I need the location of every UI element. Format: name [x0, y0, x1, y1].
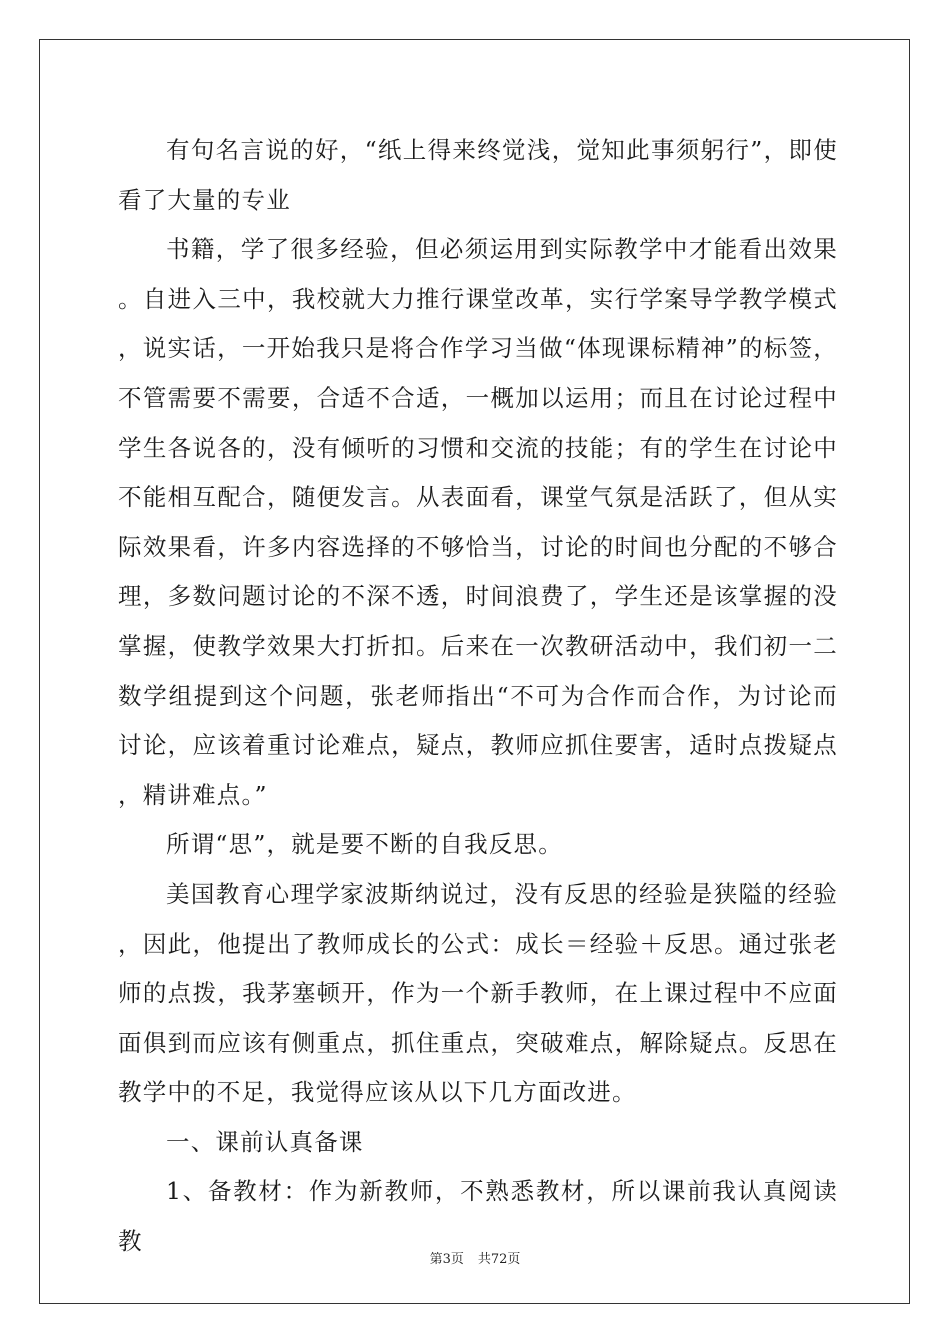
paragraph: 有句名言说的好，“纸上得来终觉浅，觉知此事须躬行”，即使看了大量的专业	[118, 136, 838, 214]
paragraph: 美国教育心理学家波斯纳说过，没有反思的经验是狭隘的经验，因此，他提出了教师成长的公式：成长＝经验＋反思。通过张老师的点拨，我茅塞顿开，作为一个新手教师，在上课过程中不应面面俱到而应该有侧重点，抓住重点，突破难点，解除疑点。反思在教学中的不足，我觉得应该从以下几方面改进。	[118, 879, 838, 1107]
page-number: 第3页	[429, 1252, 464, 1267]
paragraph: 1、备教材：作为新教师，不熟悉教材，所以课前我认真阅读教	[118, 1177, 838, 1256]
paragraph: 所谓“思”，就是要不断的自我反思。	[166, 830, 563, 859]
paragraph: 书籍，学了很多经验，但必须运用到实际教学中才能看出效果。自进入三中，我校就大力推行课堂改革，实行学案导学教学模式，说实话，一开始我只是将合作学习当做“体现课标精神”的标签，不管需要不需要，合适不合适，一概加以运用；而且在讨论过程中学生各说各的，没有倾听的习惯和交流的技能；有的学生在讨论中不能相互配合，随便发言。从表面看，课堂气氛是活跃了，但从实际效果看，许多内容选择的不够恰当，讨论的时间也分配的不够合理，多数问题讨论的不深不透，时间浪费了，学生还是该掌握的没掌握，使教学效果大打折扣。后来在一次教研活动中，我们初一二数学组提到这个问题，张老师指出“不可为合作而合作，为讨论而讨论，应该着重讨论难点，疑点，教师应抓住要害，适时点拨疑点，精讲难点。”	[118, 235, 838, 809]
document-body	[118, 126, 838, 1267]
total-pages: 共72页	[477, 1252, 521, 1267]
page-footer	[0, 1248, 950, 1267]
section-heading: 一、课前认真备课	[166, 1127, 364, 1156]
